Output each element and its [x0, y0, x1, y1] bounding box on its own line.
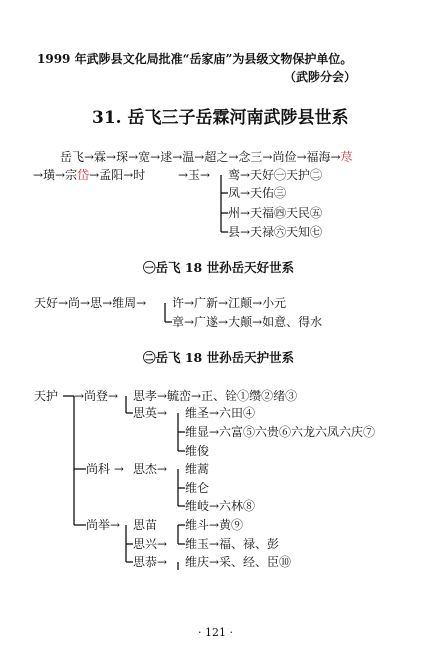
sixing-son: 维玉→福、禄、彭 — [185, 537, 280, 551]
siying-son-3: 维俊 — [185, 444, 210, 458]
note-source: （武陟分会） — [284, 70, 357, 84]
lineage-branch-3: 州→天福㊃天民㊄ — [228, 206, 323, 220]
section-1-upper-branch: 许→广新→江颠→小元 — [172, 296, 287, 310]
section-1-lower-branch: 章→广遂→大颠→如意、得水 — [172, 315, 323, 329]
shangju-son-simiao: 思苗 — [133, 518, 158, 532]
siying-son-2: 维显→六富⑤六贵⑥六龙六凤六庆⑦ — [185, 425, 376, 439]
note-text: 1999 年武陟县文化局批准“岳家庙”为县级文物保护单位。 — [37, 52, 353, 66]
section-2-heading: ㊁岳飞 18 世孙岳天护世系 — [143, 350, 295, 365]
section-1-heading: ㊀岳飞 18 世孙岳天好世系 — [143, 260, 295, 275]
lineage-row-2-text-b: →孟阳→时 — [89, 168, 146, 182]
shangju-son-sigong: 思恭→ — [133, 555, 168, 569]
lineage-row-2-text-a: →璜→宗 — [33, 168, 78, 182]
shangke-son-sijie: 思杰→ — [133, 462, 168, 476]
lineage-branch-4: 县→天禄㊅天知㊆ — [228, 225, 323, 239]
shangdeng-son-sixiao: 思孝→毓峦→正、铨①缵②绪③ — [133, 389, 298, 403]
sijie-son-3: 维岐→六林⑧ — [185, 499, 256, 513]
lineage-red-name-1: 荩 — [340, 150, 353, 164]
lineage-red-name-2: 岱 — [77, 168, 90, 182]
sijie-son-1: 维蒿 — [185, 462, 210, 476]
page-number: · 121 · — [198, 626, 233, 639]
son-shangke: 尚科 → — [86, 462, 124, 476]
siying-son-1: 维圣→六田④ — [185, 406, 256, 420]
lineage-row-2-yu: →玉→ — [178, 168, 211, 182]
lineage-branch-2: 凤→天佑㊂ — [228, 186, 287, 200]
son-shangdeng: →尚登→ — [74, 389, 119, 403]
section-2-root: 天护 — [34, 389, 59, 403]
section-1-root: 天好→尚→思→维周→ — [34, 296, 147, 310]
son-shangju: 尚举→ — [86, 518, 121, 532]
simiao-son: 维斗→黄⑨ — [185, 518, 244, 532]
lineage-row-1-text: 岳飞→霖→琛→宽→逑→温→超之→念三→尚俭→福海→ — [60, 150, 341, 164]
sijie-son-2: 维仑 — [185, 481, 210, 495]
shangdeng-son-siying: 思英→ — [133, 406, 168, 420]
lineage-branch-1: 鸾→天好㊀天护㊁ — [228, 168, 323, 182]
page-title: 31. 岳飞三子岳霖河南武陟县世系 — [92, 108, 349, 128]
shangju-son-sixing: 思兴→ — [133, 537, 168, 551]
sigong-son: 维庆→采、经、臣⑩ — [185, 555, 292, 569]
